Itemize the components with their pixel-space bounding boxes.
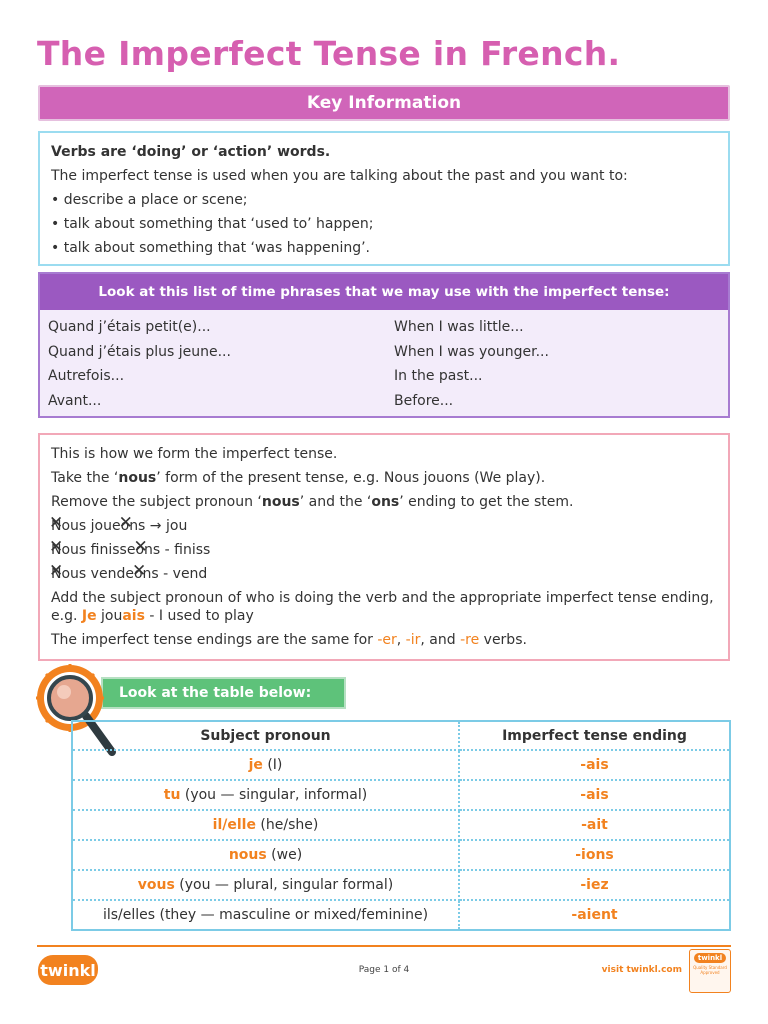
intro-line: The imperfect tense is used when you are talking about the past and you want to: — [51, 168, 628, 184]
table-row: nous (we) -ions — [72, 840, 730, 870]
phrase-fr: Quand j’étais plus jeune... — [48, 343, 231, 360]
quality-badge — [689, 949, 731, 993]
formation-line-3: Remove the subject pronoun ‘nous’ and the ‘ons’ ending to get the stem. — [51, 494, 574, 510]
intro-bold-line: Verbs are ‘doing’ or ‘action’ words. — [51, 144, 331, 160]
table-row: vous (you — plural, singular formal) -iez — [72, 870, 730, 900]
phrase-en: In the past... — [394, 368, 483, 384]
example-finir: N ✕ous finisseo ✕ns - finiss — [51, 538, 717, 562]
formation-line-2: Take the ‘nous’ form of the present tense, e.g. Nous jouons (We play). — [51, 470, 546, 486]
table-row: tu (you — singular, informal) -ais — [72, 780, 730, 810]
cross-mark-icon: N ✕ — [51, 514, 61, 538]
visit-link[interactable]: visit twinkl.com — [601, 965, 682, 975]
intro-bullet-1: • describe a place or scene; — [51, 192, 248, 208]
footer-divider — [37, 945, 731, 947]
table-header-row — [72, 721, 730, 750]
intro-bullet-3: • talk about something that ‘was happening’. — [51, 240, 371, 256]
twinkl-logo: twinkl — [38, 955, 98, 985]
cross-mark-icon: N ✕ — [51, 538, 61, 562]
intro-box — [38, 131, 730, 266]
header-ending: Imperfect tense ending — [459, 721, 730, 750]
header-subject-pronoun: Subject pronoun — [72, 721, 459, 750]
formation-line-5: The imperfect tense endings are the same for -er, -ir, and -re verbs. — [51, 632, 527, 648]
phrase-en: When I was younger... — [394, 343, 549, 360]
time-phrases-box — [38, 272, 730, 418]
formation-line-4: Add the subject pronoun of who is doing the verb and the appropriate imperfect tense ending, e.g. Je jouais - I used to play — [51, 590, 714, 624]
cross-mark-icon: o ✕ — [134, 562, 143, 586]
page-title: The Imperfect Tense in French. — [37, 34, 621, 73]
phrase-en: When I was little... — [394, 319, 524, 335]
page-number: Page 1 of 4 — [358, 965, 410, 975]
time-phrases-list — [40, 310, 728, 418]
table-row: ils/elles (they — masculine or mixed/feminine) -aient — [72, 900, 730, 930]
cross-mark-icon: o ✕ — [121, 514, 130, 538]
badge-text: Quality Standard Approved — [693, 965, 727, 975]
phrase-en: Before... — [394, 392, 454, 409]
badge-logo: twinkl — [694, 953, 726, 963]
formation-line-1: This is how we form the imperfect tense. — [51, 446, 338, 462]
phrase-fr: Quand j’étais petit(e)... — [48, 319, 211, 335]
phrase-fr: Autrefois... — [48, 368, 125, 384]
example-jouer: N ✕ous joueo ✕ns → jou — [51, 514, 717, 538]
intro-bullet-2: • talk about something that ‘used to’ happen; — [51, 216, 374, 232]
endings-table — [71, 720, 731, 931]
time-phrases-header: Look at this list of time phrases that we may use with the imperfect tense: — [40, 274, 728, 310]
table-label: Look at the table below: — [101, 677, 346, 709]
formation-box — [38, 433, 730, 661]
table-row: je (I) -ais — [72, 750, 730, 780]
phrase-fr: Avant... — [48, 392, 102, 409]
table-row: il/elle (he/she) -ait — [72, 810, 730, 840]
key-information-banner: Key Information — [38, 85, 730, 121]
cross-mark-icon: o ✕ — [135, 538, 144, 562]
example-vendre: N ✕ous vendeo ✕ns - vend — [51, 562, 717, 586]
cross-mark-icon: N ✕ — [51, 562, 61, 586]
